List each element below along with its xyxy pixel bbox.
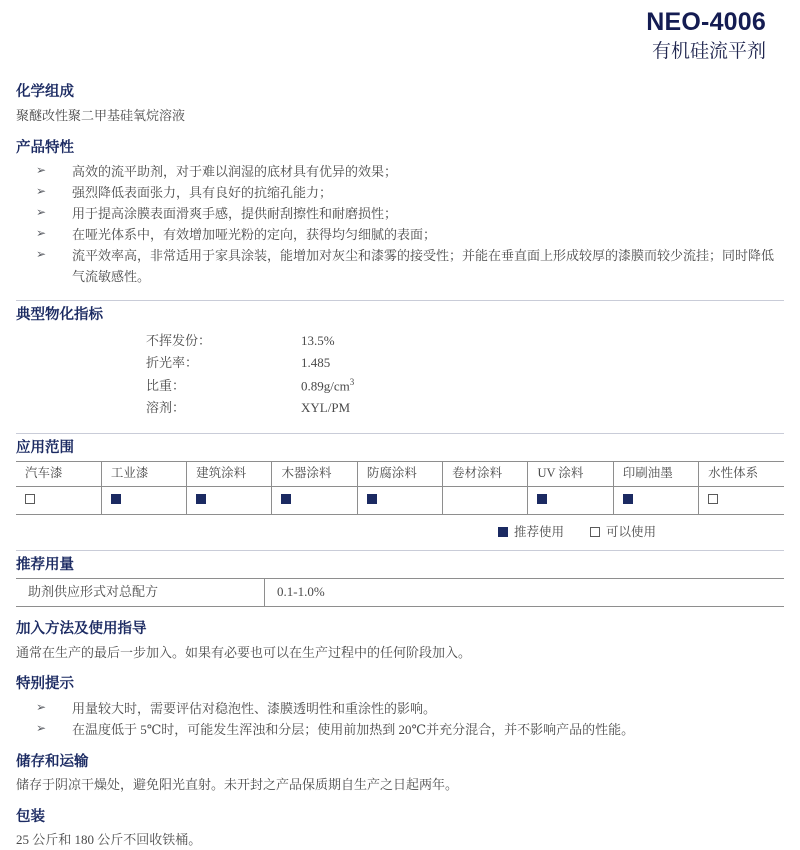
arrow-bullet-icon: ➢: [36, 205, 47, 220]
feature-item: [16, 161, 784, 182]
section-packaging: [16, 808, 784, 850]
application-checkbox-cell: [443, 486, 528, 514]
arrow-bullet-icon: ➢: [36, 720, 47, 735]
section-storage: [16, 753, 784, 795]
feature-item-text: 用于提高涂膜表面滑爽手感，提供耐刮擦性和耐磨损性；: [72, 206, 398, 222]
checkbox-filled-icon: [281, 494, 291, 504]
arrow-bullet-icon: ➢: [36, 226, 47, 241]
dosage-table: [16, 578, 784, 607]
composition-text: 聚醚改性聚二甲基硅氧烷溶液: [16, 108, 186, 123]
section-title-packaging: 包装: [16, 808, 45, 825]
application-checkbox-cell: [101, 486, 186, 514]
property-name: 不挥发份：: [146, 332, 212, 348]
section-features: [16, 139, 784, 288]
checkbox-filled-icon: [196, 494, 206, 504]
packaging-text: 25 公斤和 180 公斤不回收铁桶。: [16, 832, 202, 848]
dosage-label: 助剂供应形式对总配方: [16, 579, 265, 607]
property-row: [146, 397, 784, 419]
application-column-header: 卷材涂料: [443, 462, 528, 487]
section-notes: [16, 675, 784, 740]
arrow-bullet-icon: ➢: [36, 247, 47, 262]
application-checkbox-cell: [699, 486, 784, 514]
property-row: [146, 375, 784, 398]
feature-item: [16, 203, 784, 224]
legend-item: [498, 525, 564, 539]
section-title-notes: 特别提示: [16, 676, 74, 693]
property-name: 比重：: [146, 377, 186, 393]
feature-item-text: 高效的流平助剂，对于难以润湿的底材具有优异的效果；: [72, 164, 398, 180]
property-value: 13.5%: [301, 332, 335, 348]
feature-item: [16, 182, 784, 203]
section-title-composition: 化学组成: [16, 84, 74, 101]
checkbox-filled-icon: [537, 494, 547, 504]
arrow-bullet-icon: ➢: [36, 699, 47, 714]
note-item: [16, 719, 784, 740]
property-name: 折光率：: [146, 355, 199, 371]
section-title-properties: 典型物化指标: [16, 300, 784, 326]
section-properties: [16, 300, 784, 419]
arrow-bullet-icon: ➢: [36, 184, 47, 199]
application-column-header: 印刷油墨: [613, 462, 698, 487]
dosage-row: [16, 579, 784, 607]
application-column-header: 汽车漆: [16, 462, 101, 487]
checkbox-empty-icon: [708, 494, 718, 504]
application-column-header: 木器涂料: [272, 462, 357, 487]
application-table-checkbox-row: [16, 486, 784, 514]
section-title-storage: 储存和运输: [16, 753, 89, 770]
property-value-superscript: 3: [349, 376, 355, 387]
application-checkbox-cell: [16, 486, 101, 514]
application-table-header-row: [16, 462, 784, 487]
application-checkbox-cell: [528, 486, 613, 514]
application-column-header: UV 涂料: [528, 462, 613, 487]
property-value: 1.485: [301, 355, 331, 371]
checkbox-filled-icon: [367, 494, 377, 504]
section-title-application: 应用范围: [16, 433, 784, 459]
property-row: [146, 330, 784, 352]
application-checkbox-cell: [613, 486, 698, 514]
document-header: [16, 0, 784, 64]
legend-item-label: 可以使用: [605, 524, 656, 539]
properties-table: [16, 330, 784, 420]
section-dosage: [16, 550, 784, 607]
notes-list: [16, 698, 784, 740]
legend-item-label: 推荐使用: [513, 524, 564, 539]
checkbox-empty-icon: [25, 494, 35, 504]
arrow-bullet-icon: ➢: [36, 163, 47, 178]
application-column-header: 工业漆: [101, 462, 186, 487]
section-title-dosage: 推荐用量: [16, 550, 784, 576]
section-application: [16, 433, 784, 540]
application-checkbox-cell: [272, 486, 357, 514]
method-text: 通常在生产的最后一步加入。如果有必要也可以在生产过程中的任何阶段加入。: [16, 644, 472, 660]
section-method: [16, 620, 784, 662]
feature-item: [16, 224, 784, 245]
section-title-features: 产品特性: [16, 139, 74, 156]
section-composition: [16, 83, 784, 125]
feature-item-text: 强烈降低表面张力，具有良好的抗缩孔能力；: [72, 185, 333, 201]
features-list: [16, 161, 784, 287]
application-checkbox-cell: [187, 486, 272, 514]
checkbox-filled-icon: [111, 494, 121, 504]
note-item-text: 用量较大时，需要评估对稳泡性、漆膜透明性和重涂性的影响。: [72, 700, 437, 716]
checkbox-empty-icon: [590, 527, 600, 537]
application-column-header: 防腐涂料: [357, 462, 442, 487]
product-code: NEO-4006: [646, 8, 766, 36]
checkbox-filled-icon: [498, 527, 508, 537]
property-value: $0.89g/cm^3$: [301, 376, 355, 393]
feature-item-text: 在哑光体系中，有效增加哑光粉的定向，获得均匀细腻的表面；: [72, 227, 437, 243]
product-subtitle: 有机硅流平剂: [651, 40, 766, 62]
property-value: XYL/PM: [301, 400, 351, 416]
feature-item: [16, 245, 784, 287]
application-table: [16, 461, 784, 515]
property-row: [146, 352, 784, 374]
storage-text: 储存于阴凉干燥处，避免阳光直射。未开封之产品保质期自生产之日起两年。: [16, 777, 459, 793]
note-item: [16, 698, 784, 719]
checkbox-filled-icon: [623, 494, 633, 504]
application-column-header: 水性体系: [699, 462, 784, 487]
section-title-method: 加入方法及使用指导: [16, 621, 147, 638]
application-checkbox-cell: [357, 486, 442, 514]
legend-item: [590, 525, 656, 539]
feature-item-text: 流平效率高，非常适用于家具涂装，能增加对灰尘和漆雾的接受性；并能在垂直面上形成较厚的漆膜而较少流挂；同时降低气流敏感性。: [72, 248, 775, 285]
property-name: 溶剂：: [146, 400, 186, 416]
note-item-text: 在温度低于 5℃时，可能发生浑浊和分层；使用前加热到 20℃并充分混合，并不影响产品的性能。: [72, 721, 635, 737]
application-legend: [16, 522, 784, 540]
dosage-value: 0.1-1.0%: [265, 579, 785, 607]
application-column-header: 建筑涂料: [187, 462, 272, 487]
